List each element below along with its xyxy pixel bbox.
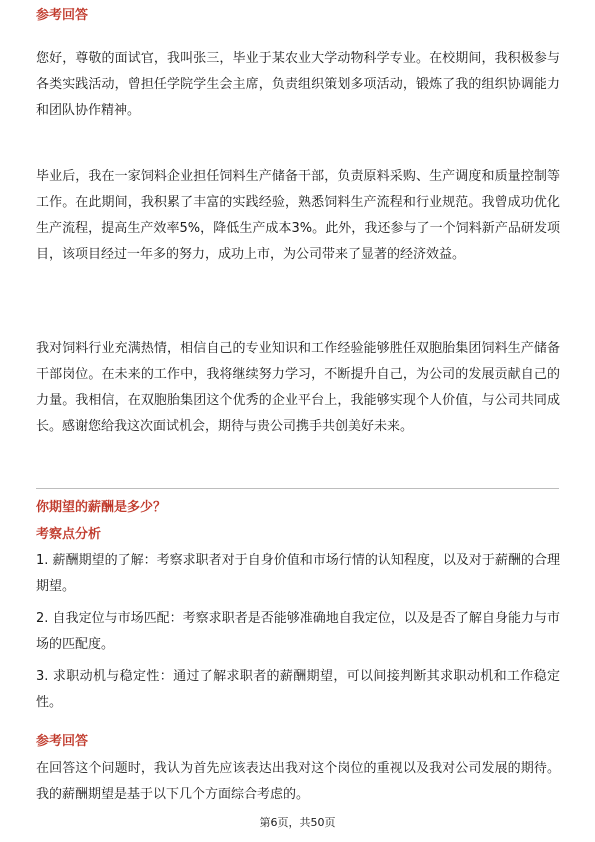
analysis-heading: 考察点分析: [36, 527, 102, 542]
answer-paragraph-motivation: 我对饲料行业充满热情，相信自己的专业知识和工作经验能够胜任双胞胎集团饲料生产储备干部岗位。在未来的工作中，我将继续努力学习，不断提升自己，为公司的发展贡献自己的力量。我相信，在双胞胎集团这个优秀的企业平台上，我能够实现个人价值，与公司共同成长。感谢您给我这次面试机会，期待与贵公司携手共创美好未来。: [36, 341, 560, 434]
section-divider: [36, 488, 559, 489]
answer-paragraph-experience: 毕业后，我在一家饲料企业担任饲料生产储备干部，负责原料采购、生产调度和质量控制等工作。在此期间，我积累了丰富的实践经验，熟悉饲料生产流程和行业规范。我曾成功优化生产流程，提高生产效率5%，降低生产成本3%。此外，我还参与了一个饲料新产品研发项目，该项目经过一年多的努力，成功上市，为公司带来了显著的经济效益。: [36, 169, 560, 262]
analysis-point-3: 3. 求职动机与稳定性：通过了解求职者的薪酬期望，可以间接判断其求职动机和工作稳定性。: [36, 669, 560, 710]
answer-paragraph-salary: 在回答这个问题时，我认为首先应该表达出我对这个岗位的重视以及我对公司发展的期待。我的薪酬期望是基于以下几个方面综合考虑的。: [36, 761, 560, 802]
question-heading: 你期望的薪酬是多少？: [36, 500, 167, 515]
reference-answer-heading-2: 参考回答: [36, 734, 89, 749]
analysis-point-2: 2. 自我定位与市场匹配：考察求职者是否能够准确地自我定位，以及是否了解自身能力与市场的匹配度。: [36, 611, 560, 652]
analysis-point-1: 1. 薪酬期望的了解：考察求职者对于自身价值和市场行情的认知程度，以及对于薪酬的合理期望。: [36, 553, 560, 594]
answer-paragraph-intro: 您好，尊敬的面试官，我叫张三，毕业于某农业大学动物科学专业。在校期间，我积极参与各类实践活动，曾担任学院学生会主席，负责组织策划多项活动，锻炼了我的组织协调能力和团队协作精神。: [36, 51, 560, 118]
reference-answer-heading: 参考回答: [36, 8, 89, 23]
page-number: 第6页，共50页: [259, 816, 336, 829]
